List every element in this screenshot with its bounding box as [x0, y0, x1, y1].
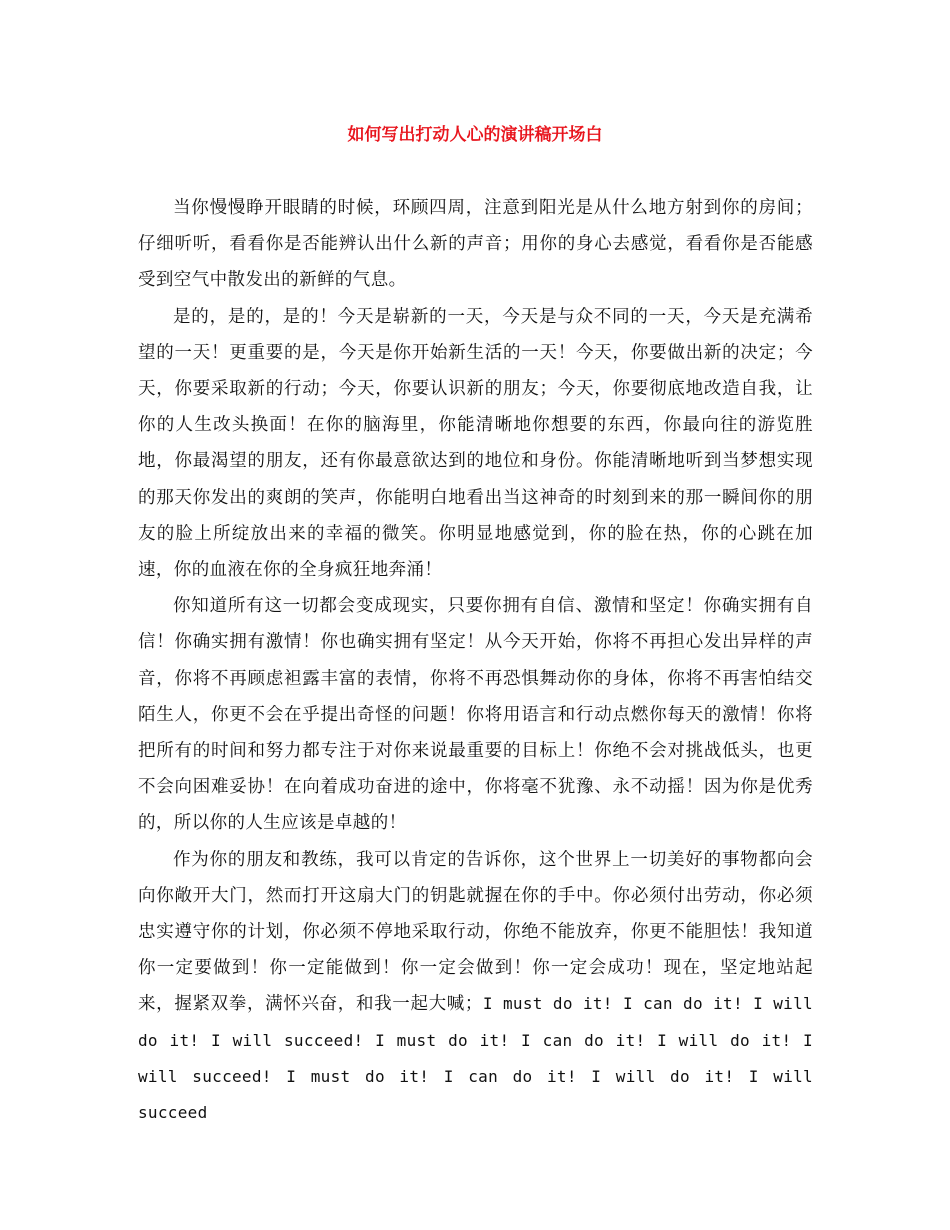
paragraph-4-chinese: 作为你的朋友和教练，我可以肯定的告诉你，这个世界上一切美好的事物都向会向你敞开大门，然而打开这扇大门的钥匙就握在你的手中。你必须付出劳动，你必须忠实遵守你的计划，你必须不停地采取行动，你绝不能放弃，你更不能胆怯！我知道你一定要做到！你一定能做到！你一定会做到！你一定会成功！现在，坚定地站起来，握紧双拳，满怀兴奋，和我一起大喊； — [138, 849, 813, 1015]
paragraph-4 — [138, 842, 813, 1132]
paragraph-1: 当你慢慢睁开眼睛的时候，环顾四周，注意到阳光是从什么地方射到你的房间；仔细听听，看看你是否能辨认出什么新的声音；用你的身心去感觉，看看你是否能感受到空气中散发出的新鲜的气息。 — [138, 198, 813, 291]
paragraph-4-english: I must do it! I can do it! I will do it! I will succeed! I must do it! I can do it! I will do it! I will succeed! I must do it! I can do it! I will do it! I will succeed — [138, 994, 813, 1123]
document-body — [138, 190, 813, 1131]
paragraph-3: 你知道所有这一切都会变成现实，只要你拥有自信、激情和坚定！你确实拥有自信！你确实拥有激情！你也确实拥有坚定！从今天开始，你将不再担心发出异样的声音，你将不再顾虑袒露丰富的表情，你将不再恐惧舞动你的身体，你将不再害怕结交陌生人，你更不会在乎提出奇怪的问题！你将用语言和行动点燃你每天的激情！你将把所有的时间和努力都专注于对你来说最重要的目标上！你绝不会对挑战低头，也更不会向困难妥协！在向着成功奋进的途中，你将毫不犹豫、永不动摇！因为你是优秀的，所以你的人生应该是卓越的！ — [138, 596, 813, 834]
document-title: 如何写出打动人心的演讲稿开场白 — [347, 125, 603, 145]
paragraph-2: 是的，是的，是的！今天是崭新的一天，今天是与众不同的一天，今天是充满希望的一天！更重要的是，今天是你开始新生活的一天！今天，你要做出新的决定；今天，你要采取新的行动；今天，你要认识新的朋友；今天，你要彻底地改造自我，让你的人生改头换面！在你的脑海里，你能清晰地你想要的东西，你最向往的游览胜地，你最渴望的朋友，还有你最意欲达到的地位和身份。你能清晰地听到当梦想实现的那天你发出的爽朗的笑声，你能明白地看出当这神奇的时刻到来的那一瞬间你的朋友的脸上所绽放出来的幸福的微笑。你明显地感觉到，你的脸在热，你的心跳在加速，你的血液在你的全身疯狂地奔涌！ — [138, 306, 813, 581]
